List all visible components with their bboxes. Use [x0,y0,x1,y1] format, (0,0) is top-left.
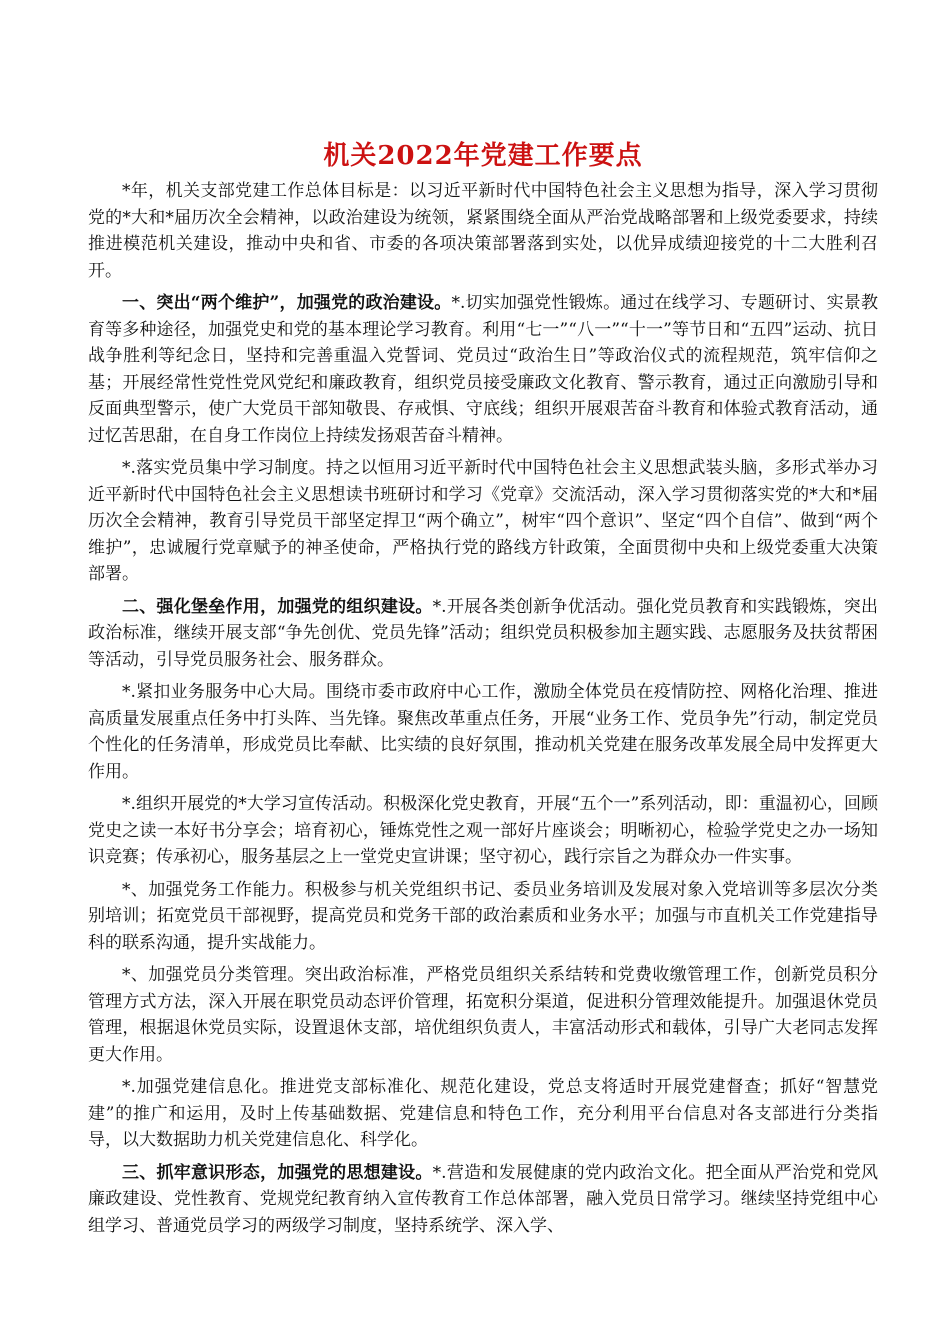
section-heading: 三、抓牢意识形态，加强党的思想建设。 [122,1162,433,1183]
paragraph-text: *.组织开展党的*大学习宣传活动。积极深化党史教育，开展“五个一”系列活动，即：重温初心，回顾党史之读一本好书分享会；培育初心，锤炼党性之观一部好片座谈会；明晰初心，检验学党史之办一场知识竞赛；传承初心，服务基层之上一堂党史宣讲课；坚守初心，践行宗旨之为群众办一件实事。 [88,794,878,867]
section-2-item-4 [88,877,878,957]
document-title: 机关2022年党建工作要点 [323,141,643,171]
section-3-paragraph [88,1160,878,1240]
paragraph-text: *.紧扣业务服务中心大局。围绕市委市政府中心工作，激励全体党员在疫情防控、网格化治理、推进高质量发展重点任务中打头阵、当先锋。聚焦改革重点任务，开展“业务工作、党员争先”行动，制定党员个性化的任务清单，形成党员比奉献、比实绩的良好氛围，推动机关党建在服务改革发展全局中发挥更大作用。 [88,682,878,782]
section-2-item-6 [88,1074,878,1154]
section-1-paragraph [88,290,878,449]
document-page [88,136,878,1245]
intro-paragraph [88,178,878,284]
section-2-paragraph [88,594,878,674]
paragraph-text: *.落实党员集中学习制度。持之以恒用习近平新时代中国特色社会主义思想武装头脑，多形式举办习近平新时代中国特色社会主义思想读书班研讨和学习《党章》交流活动，深入学习贯彻落实党的*大和*届历次全会精神，教育引导党员干部坚定捍卫“两个确立”，树牢“四个意识”、坚定“四个自信”、做到“两个维护”，忠诚履行党章赋予的神圣使命，严格执行党的路线方针政策，全面贯彻中央和上级党委重大决策部署。 [88,458,878,584]
paragraph-text: *.营造和发展健康的党内政治文化。把全面从严治党和党风廉政建设、党性教育、党规党纪教育纳入宣传教育工作总体部署，融入党员日常学习。继续坚持党组中心组学习、普通党员学习的两级学习制度，坚持系统学、深入学、 [88,1162,879,1236]
paragraph-text: *年，机关支部党建工作总体目标是：以习近平新时代中国特色社会主义思想为指导，深入学习贯彻党的*大和*届历次全会精神，以政治建设为统领，紧紧围绕全面从严治党战略部署和上级党委要求，持续推进模范机关建设，推动中央和省、市委的各项决策部署落到实处，以优异成绩迎接党的十二大胜利召开。 [88,181,878,281]
paragraph-text: *.加强党建信息化。推进党支部标准化、规范化建设，党总支将适时开展党建督查；抓好“智慧党建”的推广和运用，及时上传基础数据、党建信息和特色工作，充分利用平台信息对各支部进行分类指导，以大数据助力机关党建信息化、科学化。 [88,1077,878,1150]
section-2-item-5 [88,962,878,1068]
section-2-item-3 [88,791,878,871]
paragraph-text: *.切实加强党性锻炼。通过在线学习、专题研讨、实景教育等多种途径，加强党史和党的基本理论学习教育。利用“七一”“八一”“十一”等节日和“五四”运动、抗日战争胜利等纪念日，坚持和完善重温入党誓词、党员过“政治生日”等政治仪式的流程规范，筑牢信仰之基；开展经常性党性党风党纪和廉政教育，组织党员接受廉政文化教育、警示教育，通过正向激励引导和反面典型警示，使广大党员干部知敬畏、存戒惧、守底线；组织开展艰苦奋斗教育和体验式教育活动，通过忆苦思甜，在自身工作岗位上持续发扬艰苦奋斗精神。 [88,293,878,446]
section-heading: 一、突出“两个维护”，加强党的政治建设。 [122,293,452,313]
paragraph-text: *.开展各类创新争优活动。强化党员教育和实践锻炼，突出政治标准，继续开展支部“争先创优、党员先锋”活动；组织党员积极参加主题实践、志愿服务及扶贫帮困等活动，引导党员服务社会、服务群众。 [88,596,879,670]
paragraph-text: *、加强党务工作能力。积极参与机关党组织书记、委员业务培训及发展对象入党培训等多层次分类别培训；拓宽党员干部视野，提高党员和党务干部的政治素质和业务水平；加强与市直机关工作党建指导科的联系沟通，提升实战能力。 [88,879,878,953]
section-2-item-2 [88,679,878,785]
paragraph-text: *、加强党员分类管理。突出政治标准，严格党员组织关系结转和党费收缴管理工作，创新党员积分管理方式方法，深入开展在职党员动态评价管理，拓宽积分渠道，促进积分管理效能提升。加强退休党员管理，根据退休党员实际，设置退休支部，培优组织负责人，丰富活动形式和载体，引导广大老同志发挥更大作用。 [88,965,878,1065]
section-1-item-2 [88,455,878,588]
section-heading: 二、强化堡垒作用，加强党的组织建设。 [122,596,433,617]
